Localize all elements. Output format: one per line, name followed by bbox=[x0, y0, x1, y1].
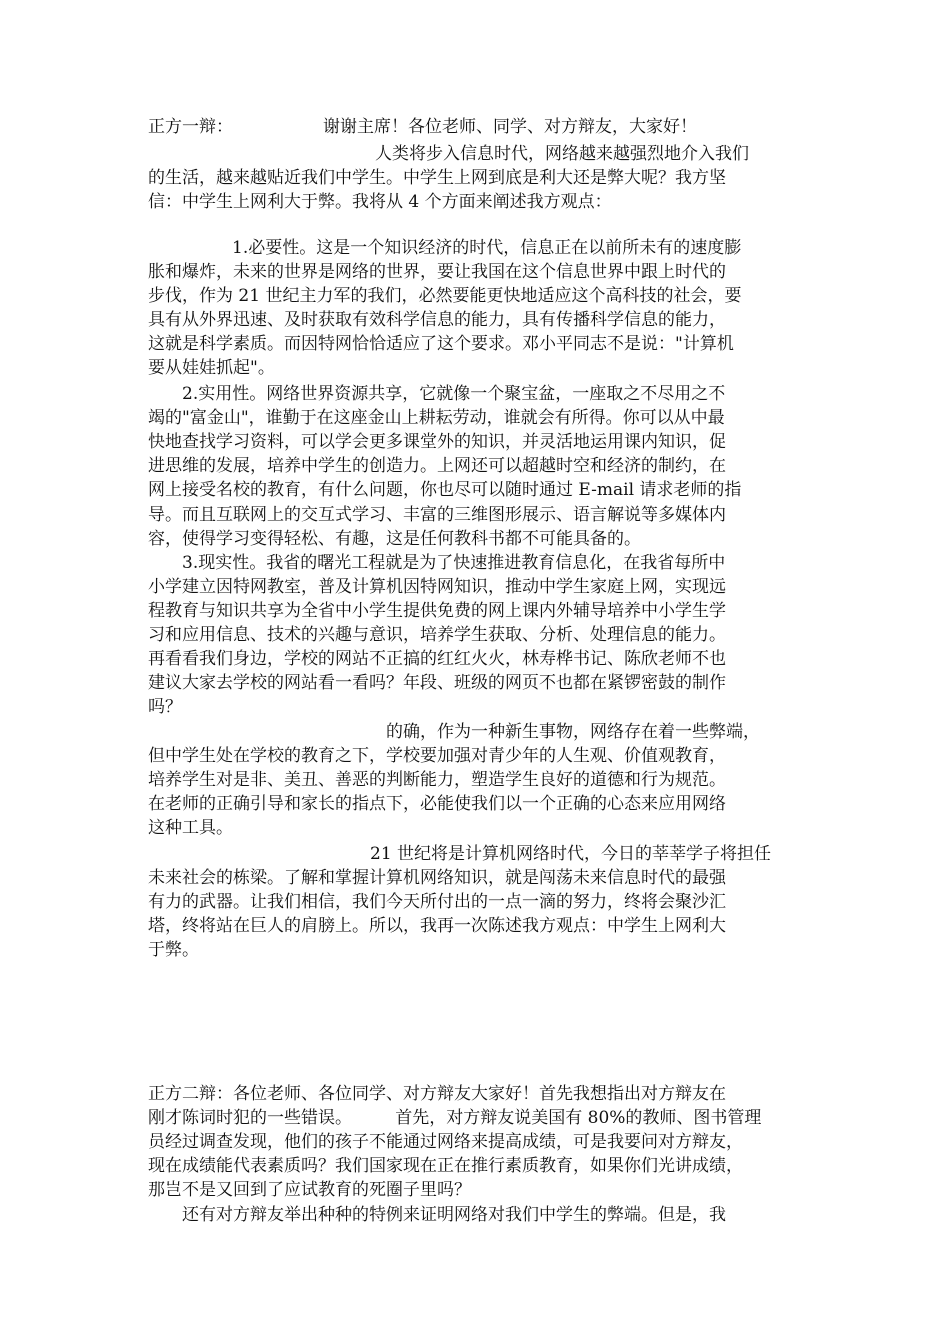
paragraph-line: 现在成绩能代表素质吗？我们国家现在正在推行素质教育，如果你们光讲成绩， bbox=[148, 1156, 743, 1176]
debater-heading-line bbox=[148, 117, 818, 138]
paragraph-line: 建议大家去学校的网站看一看吗？年段、班级的网页不也都在紧锣密鼓的制作 bbox=[148, 673, 726, 693]
paragraph-line: 2.实用性。网络世界资源共享，它就像一个聚宝盆，一座取之不尽用之不 bbox=[182, 384, 726, 404]
paragraph-line: 员经过调查发现，他们的孩子不能通过网络来提高成绩，可是我要问对方辩友， bbox=[148, 1132, 743, 1152]
paragraph-line: 人类将步入信息时代，网络越来越强烈地介入我们 bbox=[375, 144, 749, 164]
paragraph-line: 导。而且互联网上的交互式学习、丰富的三维图形展示、语言解说等多媒体内 bbox=[148, 505, 726, 525]
paragraph-line: 竭的"富金山"，谁勤于在这座金山上耕耘劳动，谁就会有所得。你可以从中最 bbox=[148, 408, 725, 428]
paragraph-line: 胀和爆炸，未来的世界是网络的世界，要让我国在这个信息世界中跟上时代的 bbox=[148, 262, 726, 282]
paragraph-line: 要从娃娃抓起"。 bbox=[148, 358, 275, 378]
paragraph-line: 信：中学生上网利大于弊。我将从 4 个方面来阐述我方观点： bbox=[148, 192, 612, 212]
paragraph-line: 步伐，作为 21 世纪主力军的我们，必然要能更快地适应这个高科技的社会，要 bbox=[148, 286, 742, 306]
paragraph-line: 快地查找学习资料，可以学会更多课堂外的知识，并灵活地运用课内知识，促 bbox=[148, 432, 726, 452]
paragraph-line: 培养学生对是非、美丑、善恶的判断能力，塑造学生良好的道德和行为规范。 bbox=[148, 770, 726, 790]
paragraph-line: 习和应用信息、技术的兴趣与意识，培养学生获取、分析、处理信息的能力。 bbox=[148, 625, 726, 645]
paragraph-line: 21 世纪将是计算机网络时代，今日的莘莘学子将担任 bbox=[370, 844, 772, 864]
paragraph-line: 小学建立因特网教室，普及计算机因特网知识，推动中学生家庭上网，实现远 bbox=[148, 577, 726, 597]
paragraph-line: 再看看我们身边，学校的网站不正搞的红红火火，林寿桦书记、陈欣老师不也 bbox=[148, 649, 726, 669]
paragraph-line: 3.现实性。我省的曙光工程就是为了快速推进教育信息化，在我省每所中 bbox=[182, 553, 726, 573]
paragraph-line: 有力的武器。让我们相信，我们今天所付出的一点一滴的努力，终将会聚沙汇 bbox=[148, 892, 726, 912]
paragraph-line: 在老师的正确引导和家长的指点下，必能使我们以一个正确的心态来应用网络 bbox=[148, 794, 726, 814]
paragraph-line: 具有从外界迅速、及时获取有效科学信息的能力，具有传播科学信息的能力， bbox=[148, 310, 726, 330]
paragraph-line: 程教育与知识共享为全省中小学生提供免费的网上课内外辅导培养中小学生学 bbox=[148, 601, 726, 621]
paragraph-line: 容，使得学习变得轻松、有趣，这是任何教科书都不可能具备的。 bbox=[148, 529, 641, 549]
paragraph-line: 那岂不是又回到了应试教育的死圈子里吗？ bbox=[148, 1180, 471, 1200]
paragraph-line: 于弊。 bbox=[148, 940, 199, 960]
paragraph-line: 正方二辩：各位老师、各位同学、对方辩友大家好！首先我想指出对方辩友在 bbox=[148, 1084, 726, 1104]
paragraph-line: 未来社会的栋梁。了解和掌握计算机网络知识，就是闯荡未来信息时代的最强 bbox=[148, 868, 726, 888]
paragraph-line: 1.必要性。这是一个知识经济的时代，信息正在以前所未有的速度膨 bbox=[232, 238, 742, 258]
paragraph-line: 进思维的发展，培养中学生的创造力。上网还可以超越时空和经济的制约，在 bbox=[148, 456, 726, 476]
paragraph-line: 的确，作为一种新生事物，网络存在着一些弊端， bbox=[386, 722, 760, 742]
paragraph-line: 但中学生处在学校的教育之下，学校要加强对青少年的人生观、价值观教育， bbox=[148, 746, 726, 766]
paragraph-line: 吗？ bbox=[148, 697, 182, 717]
paragraph-line: 的生活，越来越贴近我们中学生。中学生上网到底是利大还是弊大呢？我方坚 bbox=[148, 168, 726, 188]
greeting-text: 谢谢主席！各位老师、同学、对方辩友，大家好！ bbox=[323, 117, 697, 137]
paragraph-line: 还有对方辩友举出种种的特例来证明网络对我们中学生的弊端。但是，我 bbox=[182, 1205, 726, 1225]
debater-label: 正方一辩： bbox=[148, 117, 233, 137]
paragraph-line: 这种工具。 bbox=[148, 818, 233, 838]
paragraph-line: 网上接受名校的教育，有什么问题，你也尽可以随时通过 E-mail 请求老师的指 bbox=[148, 480, 742, 500]
paragraph-line: 刚才陈词时犯的一些错误。 首先，对方辩友说美国有 80%的教师、图书管理 bbox=[148, 1108, 762, 1128]
paragraph-line: 这就是科学素质。而因特网恰恰适应了这个要求。邓小平同志不是说："计算机 bbox=[148, 334, 734, 354]
paragraph-line: 塔，终将站在巨人的肩膀上。所以，我再一次陈述我方观点：中学生上网利大 bbox=[148, 916, 726, 936]
